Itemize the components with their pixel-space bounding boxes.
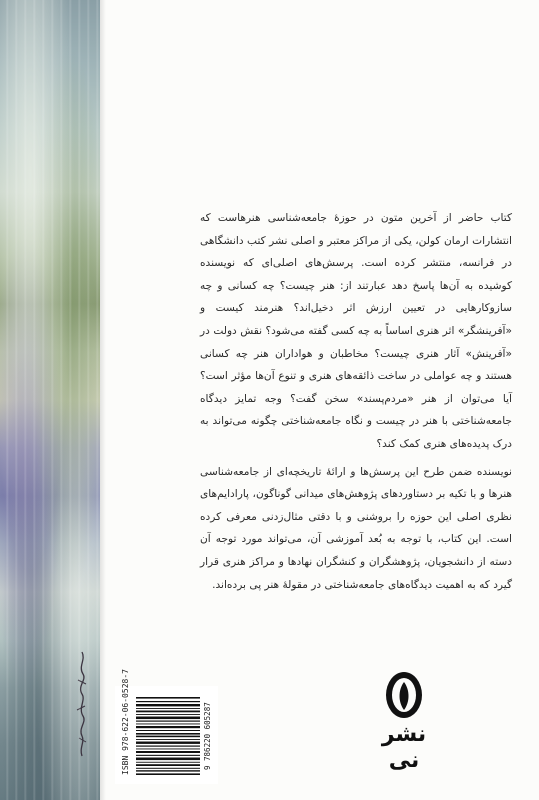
blurb-paragraph-2: نویسنده ضمن طرح این پرسش‌ها و ارائهٔ تاریخچه‌ای از جامعه‌شناسی هنرها و با تکیه بر دستاوردهای پژوهش‌های میدانی گوناگون، پارادایم‌های نظری اصلی این حوزه را بروشنی و با دقتی مثال‌زدنی معرفی کرده است. این کتاب، با توجه به بُعد آموزشی آن، می‌تواند مورد توجه آن دسته از دانشجویان، پژوهشگران و کنشگران نهادها و مراکز هنری قرار گیرد که به اهمیت دیدگاه‌های جامعه‌شناختی در مقولهٔ هنر پی برده‌اند.: [200, 465, 512, 591]
publisher-name: نشر نی: [381, 722, 427, 773]
spine-shadow: [100, 0, 106, 800]
artist-signature-icon: [72, 650, 92, 760]
cover-art-strip: [0, 0, 100, 800]
barcode-icon: [136, 697, 200, 775]
barcode-digits: 9 786220 605287: [203, 702, 212, 770]
blurb-paragraph-1: کتاب حاضر از آخرین متون در حوزهٔ جامعه‌شناسی هنرهاست که انتشارات ارمان کولن، یکی از مراکز معتبر و اصلی نشر کتب دانشگاهی در فرانسه، منتشر کرده است. پرسش‌های اصلی‌ای که نویسنده کوشیده به آن‌ها پاسخ دهد عبارتند از: هنر چیست؟ چه کسانی و چه سازوکارهایی در تعیین ارزش اثر دخیل‌اند؟ هنرمند کیست و «آفرینشگر» اثر هنری اساساً به چه کسی گفته می‌شود؟ نقش دولت در «آفرینش» آثار هنری چیست؟ مخاطبان و هواداران هنر چه کسانی هستند و چه عواملی در ساخت ذائقه‌های هنری و تنوع آن‌ها مؤثر است؟ آیا می‌توان از هنر «مردم‌پسند» سخن گفت؟ وجه تمایز دیدگاه جامعه‌شناختی با هنر در چیست و نگاه جامعه‌شناختی چگونه می‌تواند به درک پدیده‌های هنری کمک کند؟: [200, 212, 512, 450]
ney-publisher-logo-icon: [384, 670, 424, 720]
isbn-label: ISBN 978-622-06-0528-7: [121, 669, 130, 775]
back-cover-blurb: [200, 207, 512, 596]
